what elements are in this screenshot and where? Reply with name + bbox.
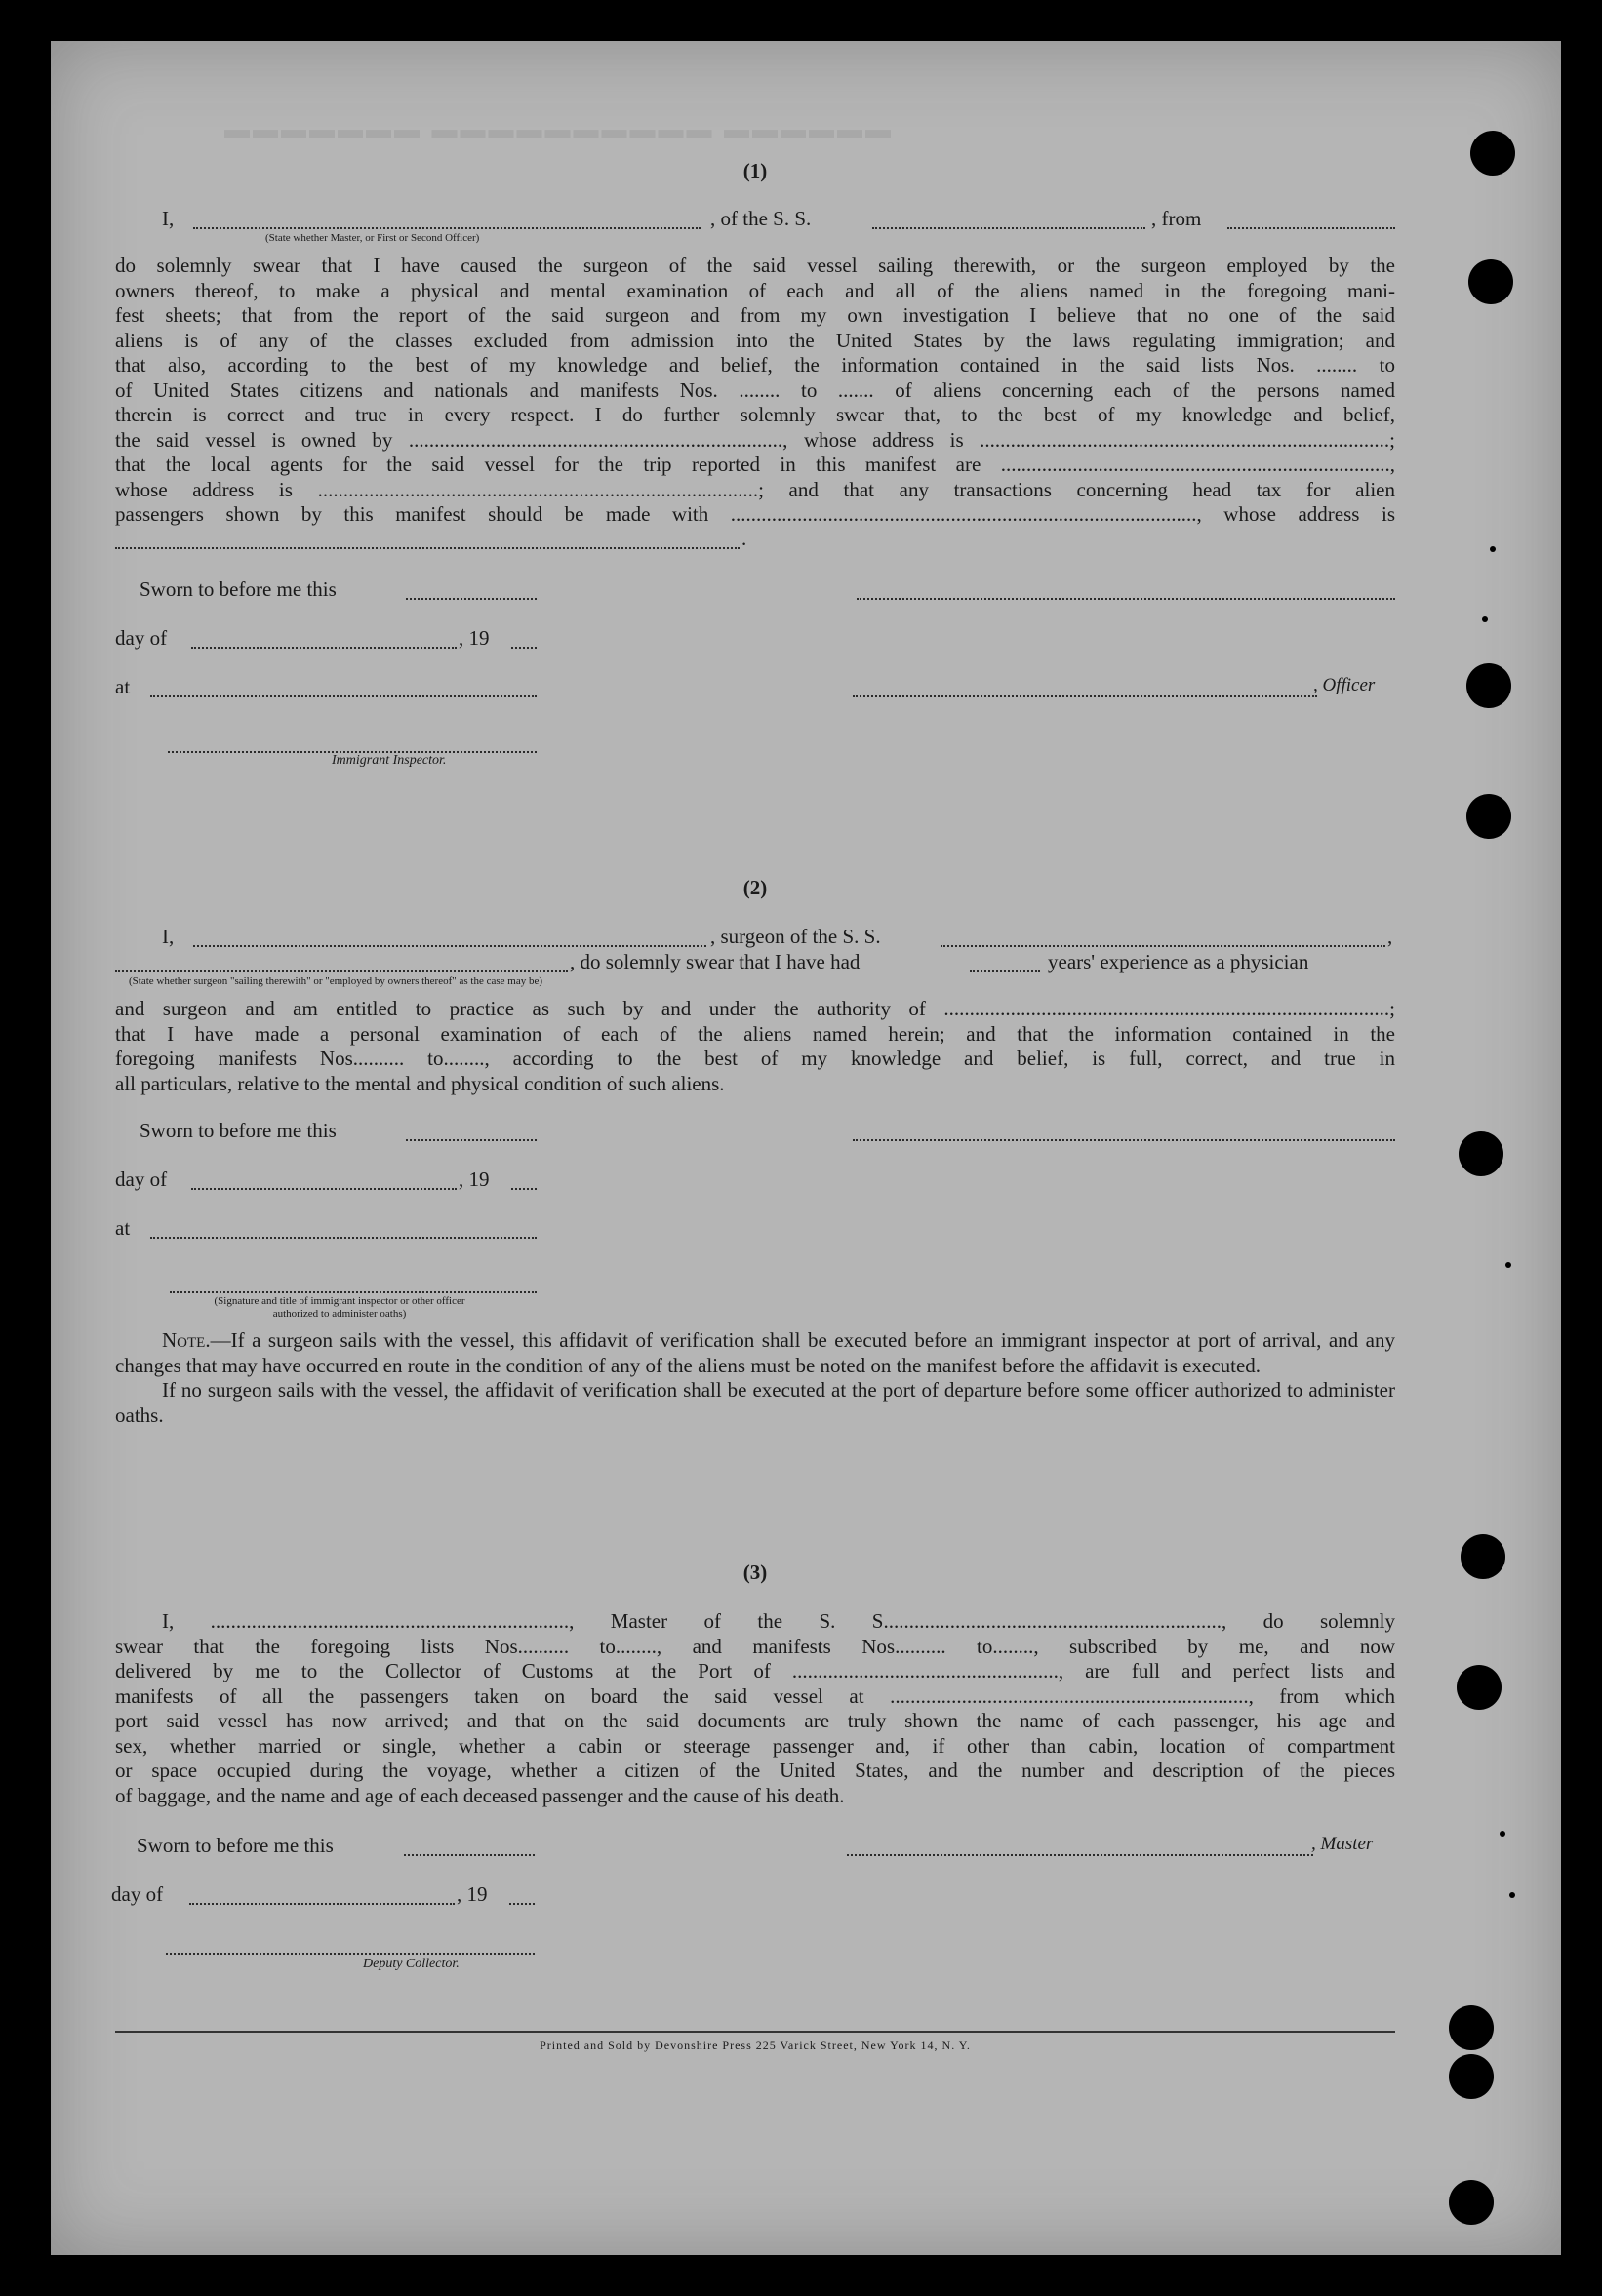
oath-text-line: all particulars, relative to the mental and physical condition of such aliens. — [115, 1071, 725, 1095]
punch-hole — [1449, 2180, 1494, 2225]
note-paragraph-2: If no surgeon sails with the vessel, the affidavit of verification shall be executed at the port of departure before some officer authorized to administer oaths. — [115, 1378, 1395, 1427]
oath-text-line: passengers shown by this manifest should be made with ..........................................................................................., whose address is — [115, 502, 1395, 526]
punch-hole — [1468, 259, 1513, 304]
oath-text-line: do solemnly swear that I have caused the surgeon of the said vessel sailing therewith, or the surgeon employed by the — [115, 254, 1395, 277]
section-1 — [115, 159, 1395, 183]
day-of-line — [111, 1882, 1395, 1912]
speck — [1509, 1892, 1515, 1898]
oath-text-line: fest sheets; that from the report of the said surgeon and from my own investigation I believe that no one of the said — [115, 303, 1395, 327]
master-label: , Master — [1311, 1834, 1374, 1854]
year-field[interactable] — [511, 1188, 537, 1190]
collector-caption: Deputy Collector. — [363, 1957, 460, 1971]
inspector-caption: Immigrant Inspector. — [332, 753, 447, 768]
sworn-line — [115, 577, 1395, 607]
surgeon-type-field[interactable] — [115, 970, 568, 972]
section-number: (1) — [742, 159, 768, 182]
note-block — [115, 1328, 1395, 1428]
surgeon-hint: (State whether surgeon "sailing therewith" or "employed by owners thereof" as the case may be) — [129, 975, 543, 987]
ship-name-field[interactable] — [941, 945, 1385, 947]
day-of-field[interactable] — [191, 647, 457, 649]
section-1-body — [115, 254, 1395, 528]
speck — [1505, 1262, 1511, 1268]
speck — [1500, 1831, 1505, 1837]
signature-caption: (Signature and title of immigrant inspector or other officer authorized to administer oaths) — [214, 1295, 465, 1320]
officer-signature-field[interactable] — [857, 598, 1395, 600]
text-of-ss: , of the S. S. — [710, 207, 812, 230]
oath-text-line: or space occupied during the voyage, whether a citizen of the United States, and the number and description of the pieces — [115, 1759, 1395, 1782]
punch-hole — [1470, 131, 1515, 176]
at-place-field[interactable] — [150, 695, 537, 697]
comma: , — [1387, 925, 1393, 948]
year-field[interactable] — [509, 1903, 535, 1905]
day-of-label: day of — [115, 1168, 168, 1191]
section-3 — [115, 1561, 1395, 1585]
oath-text-line: whose address is ......................................................................................; and that any transactions concerning head tax for alien — [115, 477, 1395, 501]
note-paragraph-1 — [115, 1328, 1395, 1378]
sworn-label: Sworn to before me this — [140, 577, 337, 601]
oath-text-line: I, ......................................................................, Master of the S. S.................................................................., do solemnly — [162, 1609, 1395, 1633]
oath-text-line: manifests of all the passengers taken on board the said vessel at ......................................................................, from which — [115, 1683, 1395, 1708]
printer-imprint: Printed and Sold by Devonshire Press 225 Varick Street, New York 14, N. Y. — [540, 2039, 971, 2052]
ship-name-field[interactable] — [872, 227, 1145, 229]
oath-text-line: aliens is of any of the classes excluded from admission into the United States by the laws regulating immigration; and — [115, 328, 1395, 352]
at-place-field[interactable] — [150, 1237, 537, 1239]
master-signature-field[interactable] — [847, 1854, 1313, 1856]
sworn-line — [115, 1834, 1395, 1863]
at-label: at — [115, 675, 131, 698]
day-of-label: day of — [115, 626, 168, 650]
section-3-body — [115, 1609, 1395, 1808]
punch-hole — [1466, 794, 1511, 839]
section-number: (3) — [742, 1561, 768, 1584]
section-2-body — [115, 997, 1395, 1096]
oath-text-line: the said vessel is owned by ........................................................................., whose address is ................................................................................; — [115, 427, 1395, 452]
day-of-field[interactable] — [191, 1188, 457, 1190]
sworn-date-field[interactable] — [406, 1139, 537, 1141]
port-from-field[interactable] — [1227, 227, 1395, 229]
punch-hole — [1459, 1131, 1503, 1176]
inspector-signature-field[interactable] — [170, 1291, 537, 1293]
sworn-line — [115, 1119, 1395, 1148]
oath-text-line: that also, according to the best of my knowledge and belief, the information contained in the said lists Nos. ........ to — [115, 353, 1395, 376]
day-of-line — [115, 626, 1395, 655]
text-i: I, — [162, 207, 175, 230]
speck — [1490, 546, 1496, 552]
oath-text-line: therein is correct and true in every respect. I do further solemnly swear that, to the best of my knowledge and belief, — [115, 403, 1395, 426]
officer-label: , Officer — [1313, 675, 1376, 695]
oath-text-line: that the local agents for the said vessel for the trip reported in this manifest are ............................................................................, — [115, 453, 1395, 476]
officer-title-field[interactable] — [853, 695, 1317, 697]
text-from: , from — [1151, 207, 1202, 230]
speck — [1482, 616, 1488, 622]
punch-hole — [1457, 1665, 1502, 1710]
year-label: , 19 — [459, 626, 490, 650]
at-line — [115, 675, 1395, 704]
oath-text-line: and surgeon and am entitled to practice as such by and under the authority of .......................................................................................; — [115, 997, 1395, 1020]
collector-signature-field[interactable] — [166, 1953, 535, 1955]
oath-text-line: sex, whether married or single, whether a cabin or steerage passenger and, if other than cabin, location of compartment — [115, 1733, 1395, 1758]
bleed-through-text: ▬▬▬▬▬▬▬ ▬▬▬▬▬▬▬▬▬▬ ▬▬▬▬▬▬ — [224, 115, 894, 143]
oath-text-line: owners thereof, to make a physical and mental examination of each and all of the aliens named in the foregoing mani- — [115, 278, 1395, 302]
text-years: , do solemnly swear that I have had — [570, 950, 861, 973]
oath-text-line: port said vessel has now arrived; and that on the said documents are truly shown the name of each passenger, his age and — [115, 1709, 1395, 1732]
punch-hole — [1461, 1534, 1505, 1579]
year-label: , 19 — [459, 1168, 490, 1191]
year-label: , 19 — [457, 1882, 488, 1906]
section-2 — [115, 876, 1395, 900]
year-field[interactable] — [511, 647, 537, 649]
note-text: —If a surgeon sails with the vessel, this affidavit of verification shall be executed before an immigrant inspector at port of arrival, and any changes that may have occurred en route in the condition of any of the aliens must be noted on the manifest before the affidavit is executed. — [115, 1328, 1395, 1377]
oath-text-line: swear that the foregoing lists Nos.......... to........, and manifests Nos.......... to........, subscribed by me, and now — [115, 1634, 1395, 1658]
address-field[interactable] — [115, 547, 740, 549]
sworn-label: Sworn to before me this — [140, 1119, 337, 1142]
punch-hole — [1466, 663, 1511, 708]
punch-hole — [1449, 2005, 1494, 2050]
day-of-field[interactable] — [189, 1903, 455, 1905]
surgeon-signature-field[interactable] — [853, 1139, 1395, 1141]
oath-text-line: that I have made a personal examination of each of the aliens named herein; and that the information contained in the — [115, 1021, 1395, 1046]
sworn-label: Sworn to before me this — [137, 1834, 334, 1857]
text-i: I, — [162, 925, 175, 948]
address-line — [115, 527, 1395, 556]
section-number: (2) — [742, 876, 768, 899]
oath-text-line: delivered by me to the Collector of Customs at the Port of ...................................................., are full and perfect lists and — [115, 1659, 1395, 1682]
oath-text-line: foregoing manifests Nos.......... to........, according to the best of my knowledge and belief, is full, correct, and true in — [115, 1047, 1395, 1070]
sworn-date-field[interactable] — [404, 1854, 535, 1856]
officer-name-field[interactable] — [193, 227, 701, 229]
text-surgeon-of-ss: , surgeon of the S. S. — [710, 925, 881, 948]
officer-hint: (State whether Master, or First or Second Officer) — [265, 232, 480, 244]
period: . — [741, 527, 747, 550]
at-line — [115, 1216, 1395, 1246]
note-label: Note. — [162, 1328, 211, 1352]
text-physician: years' experience as a physician — [1048, 950, 1309, 973]
day-of-label: day of — [111, 1882, 164, 1906]
day-of-line — [115, 1168, 1395, 1197]
at-label: at — [115, 1216, 131, 1240]
oath-text-line: of United States citizens and nationals and manifests Nos. ........ to ....... of aliens concerning each of the persons named — [115, 377, 1395, 402]
surgeon-name-field[interactable] — [193, 945, 706, 947]
footer-rule — [115, 2031, 1395, 2033]
oath-text-line: of baggage, and the name and age of each deceased passenger and the cause of his death. — [115, 1783, 845, 1807]
punch-hole — [1449, 2054, 1494, 2099]
years-experience-field[interactable] — [970, 970, 1040, 972]
sworn-date-field[interactable] — [406, 598, 537, 600]
